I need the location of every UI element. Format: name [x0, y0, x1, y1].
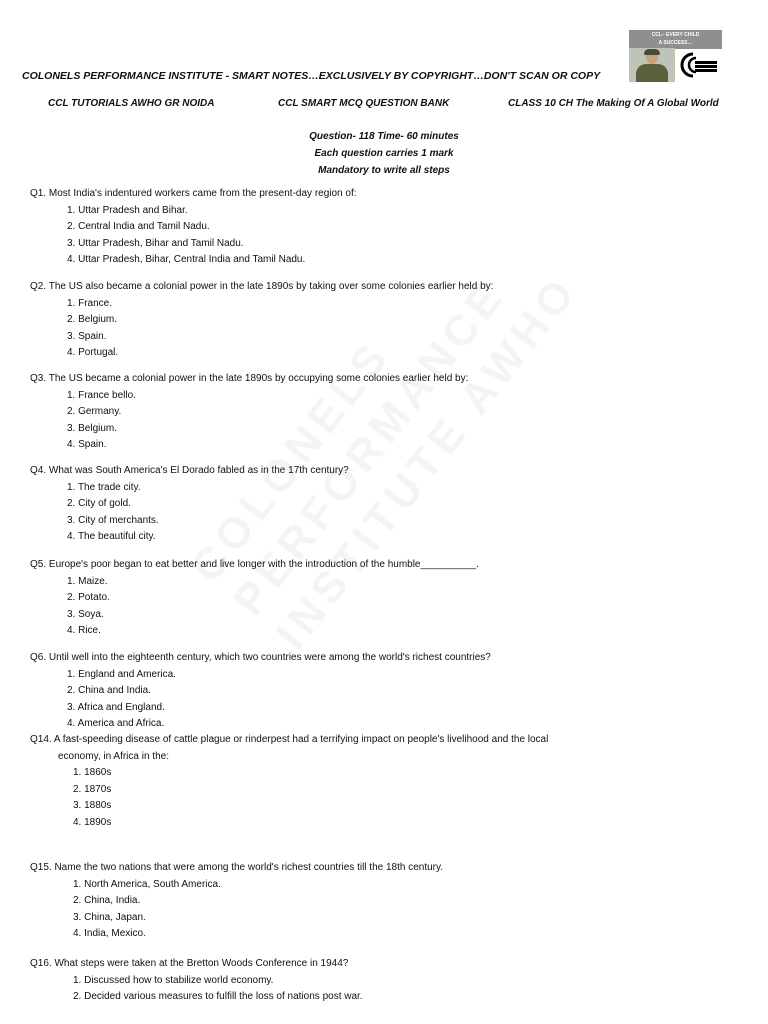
question-stem: Q16. What steps were taken at the Bretton Woods Conference in 1944?	[30, 958, 349, 969]
question-block	[30, 557, 479, 640]
question-stem: Q14. A fast-speeding disease of cattle plague or rinderpest had a terrifying impact on people's livelihood and the local	[30, 734, 549, 745]
answer-option: 1. France bello.	[67, 389, 136, 401]
answer-option: 3. Uttar Pradesh, Bihar and Tamil Nadu.	[67, 237, 244, 249]
answer-option: 1. North America, South America.	[73, 878, 221, 890]
question-stem-continued: economy, in Africa in the:	[58, 750, 169, 762]
answer-option: 2. China, India.	[73, 895, 141, 906]
question-block	[30, 650, 491, 733]
answer-option: 4. The beautiful city.	[67, 531, 156, 542]
question-stem: Q1. Most India's indentured workers came from the present-day region of:	[30, 188, 357, 199]
answer-option: 2. 1870s	[73, 783, 112, 795]
answer-option: 4. 1890s	[73, 816, 112, 828]
answer-option: 1. England and America.	[67, 668, 176, 680]
question-block	[30, 279, 493, 362]
page-title: COLONELS PERFORMANCE INSTITUTE - SMART NOTES…EXCLUSIVELY BY COPYRIGHT…DON'T SCAN OR COPY	[22, 70, 601, 82]
answer-option: 4. Spain.	[67, 439, 107, 450]
question-block	[30, 860, 443, 943]
header-bank: CCL SMART MCQ QUESTION BANK	[278, 98, 450, 109]
answer-option: 2. Potato.	[67, 592, 110, 603]
logo-banner-line: CCL– EVERY CHILD	[651, 32, 700, 38]
header-class: CLASS 10 CH The Making Of A Global World	[508, 98, 719, 109]
header-institute: CCL TUTORIALS AWHO GR NOIDA	[48, 98, 215, 109]
question-stem: Q3. The US became a colonial power in the late 1890s by occupying some colonies earlier held by:	[30, 373, 469, 384]
logo-banner-line: A SUCCESS…	[658, 40, 693, 46]
question-block	[30, 956, 363, 1006]
answer-option: 2. Central India and Tamil Nadu.	[67, 221, 210, 232]
answer-option: 1. Maize.	[67, 575, 108, 587]
answer-option: 3. 1880s	[73, 800, 112, 811]
question-block	[30, 463, 349, 546]
answer-option: 2. Belgium.	[67, 314, 118, 325]
answer-option: 1. Uttar Pradesh and Bihar.	[67, 204, 188, 216]
question-count: Question- 118 Time- 60 minutes	[309, 131, 459, 142]
founder-photo	[629, 48, 675, 82]
question-stem: Q15. Name the two nations that were among the world's richest countries till the 18th century.	[30, 862, 444, 873]
answer-option: 1. The trade city.	[67, 481, 141, 493]
logo-banner	[629, 30, 722, 49]
answer-option: 3. Belgium.	[67, 422, 118, 434]
answer-option: 4. America and Africa.	[67, 718, 165, 729]
answer-option: 2. City of gold.	[67, 498, 131, 509]
answer-option: 1. 1860s	[73, 767, 112, 778]
answer-option: 4. India, Mexico.	[73, 928, 146, 939]
marking-note: Each question carries 1 mark	[314, 148, 454, 159]
question-stem: Q5. Europe's poor began to eat better and live longer with the introduction of the humble__________.	[30, 559, 479, 570]
ccl-logo-icon	[677, 50, 721, 80]
answer-option: 2. Decided various measures to fulfill the loss of nations post war.	[73, 991, 363, 1002]
answer-option: 1. France.	[67, 297, 113, 309]
answer-option: 3. Spain.	[67, 330, 107, 342]
answer-option: 3. City of merchants.	[67, 514, 159, 526]
institute-logo	[629, 30, 722, 82]
instruction-note: Mandatory to write all steps	[318, 165, 450, 176]
answer-option: 3. China, Japan.	[73, 911, 146, 923]
answer-option: 3. Africa and England.	[67, 701, 165, 713]
question-block	[30, 732, 548, 831]
answer-option: 2. Germany.	[67, 406, 122, 417]
answer-option: 4. Portugal.	[67, 347, 119, 358]
question-block	[30, 186, 357, 269]
answer-option: 2. China and India.	[67, 685, 151, 696]
answer-option: 3. Soya.	[67, 608, 104, 620]
answer-option: 1. Discussed how to stabilize world economy.	[73, 974, 274, 986]
question-block	[30, 371, 468, 454]
question-stem: Q6. Until well into the eighteenth century, which two countries were among the world's richest countries?	[30, 652, 491, 663]
answer-option: 4. Rice.	[67, 625, 101, 636]
answer-option: 4. Uttar Pradesh, Bihar, Central India and Tamil Nadu.	[67, 254, 306, 265]
question-stem: Q4. What was South America's El Dorado fabled as in the 17th century?	[30, 465, 349, 476]
question-stem: Q2. The US also became a colonial power in the late 1890s by taking over some colonies earlier held by:	[30, 281, 494, 292]
